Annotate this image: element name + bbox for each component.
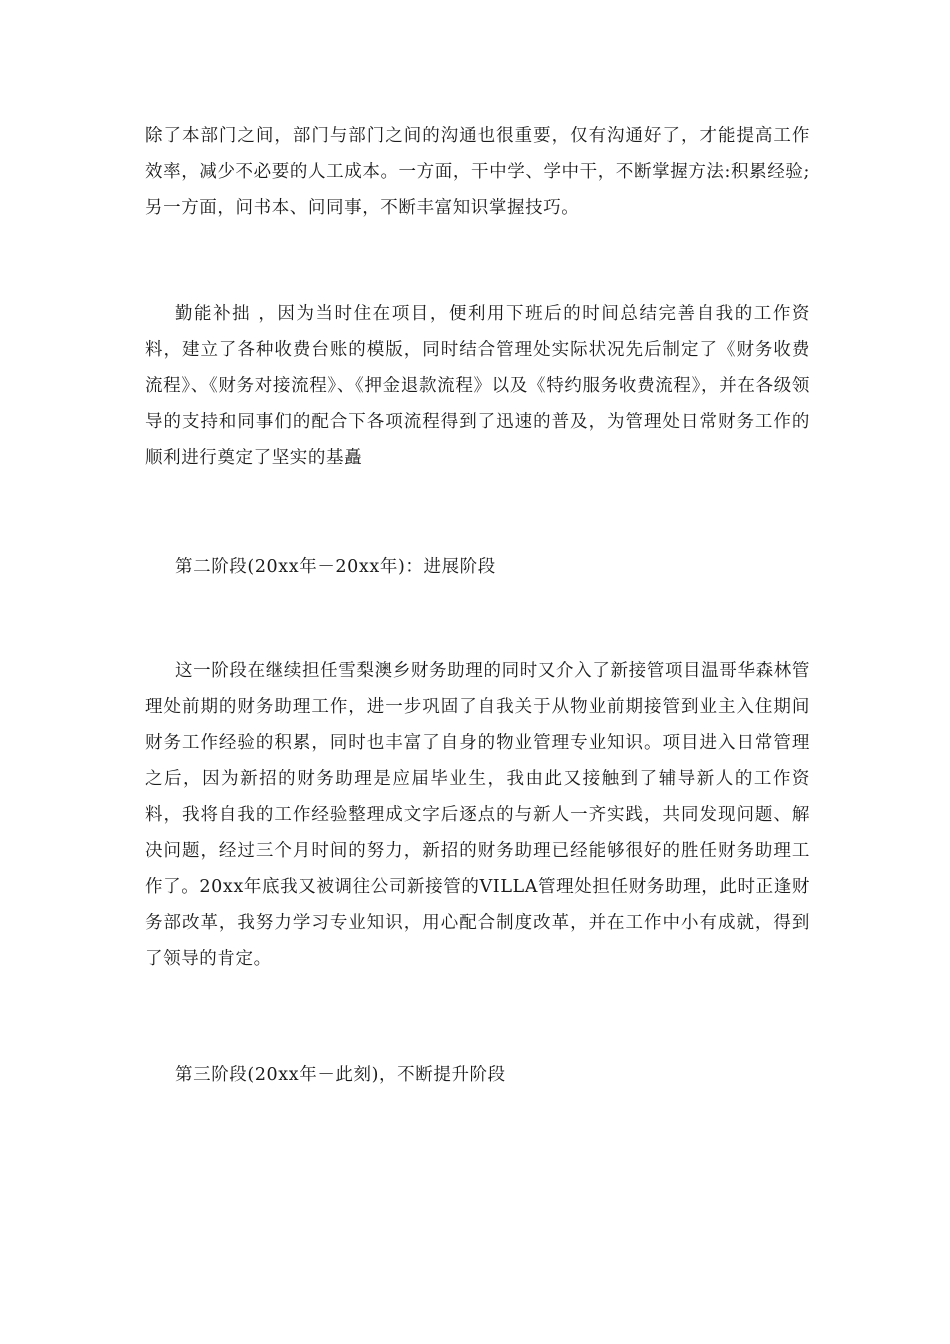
heading-stage-two: 第二阶段(20xx年－20xx年)：进展阶段	[175, 557, 496, 577]
paragraph-stage-two-details: 这一阶段在继续担任雪梨澳乡财务助理的同时又介入了新接管项目温哥华森林管理处前期的财务助理工作，进一步巩固了自我关于从物业前期接管到业主入住期间财务工作经验的积累，同时也丰富了自身的物业管理专业知识。项目进入日常管理之后，因为新招的财务助理是应届毕业生，我由此又接触到了辅导新人的工作资料，我将自我的工作经验整理成文字后逐点的与新人一齐实践，共同发现问题、解决问题，经过三个月时间的努力，新招的财务助理已经能够很好的胜任财务助理工作了。20xx年底我又被调往公司新接管的VILLA管理处担任财务助理，此时正逢财务部改革，我努力学习专业知识，用心配合制度改革，并在工作中小有成就，得到了领导的肯定。	[145, 661, 810, 969]
paragraph-diligence: 勤能补拙 ，因为当时住在项目，便利用下班后的时间总结完善自我的工作资料，建立了各种收费台账的模版，同时结合管理处实际状况先后制定了《财务收费流程》、《财务对接流程》、《押金退款流程》以及《特约服务收费流程》，并在各级领导的支持和同事们的配合下各项流程得到了迅速的普及，为管理处日常财务工作的顺利进行奠定了坚实的基矗	[145, 304, 810, 468]
paragraph-communication: 除了本部门之间，部门与部门之间的沟通也很重要，仅有沟通好了，才能提高工作效率，减少不必要的人工成本。一方面，干中学、学中干，不断掌握方法:积累经验;另一方面，问书本、问同事，不断丰富知识掌握技巧。	[145, 126, 810, 218]
heading-stage-three: 第三阶段(20xx年－此刻)，不断提升阶段	[175, 1065, 506, 1085]
